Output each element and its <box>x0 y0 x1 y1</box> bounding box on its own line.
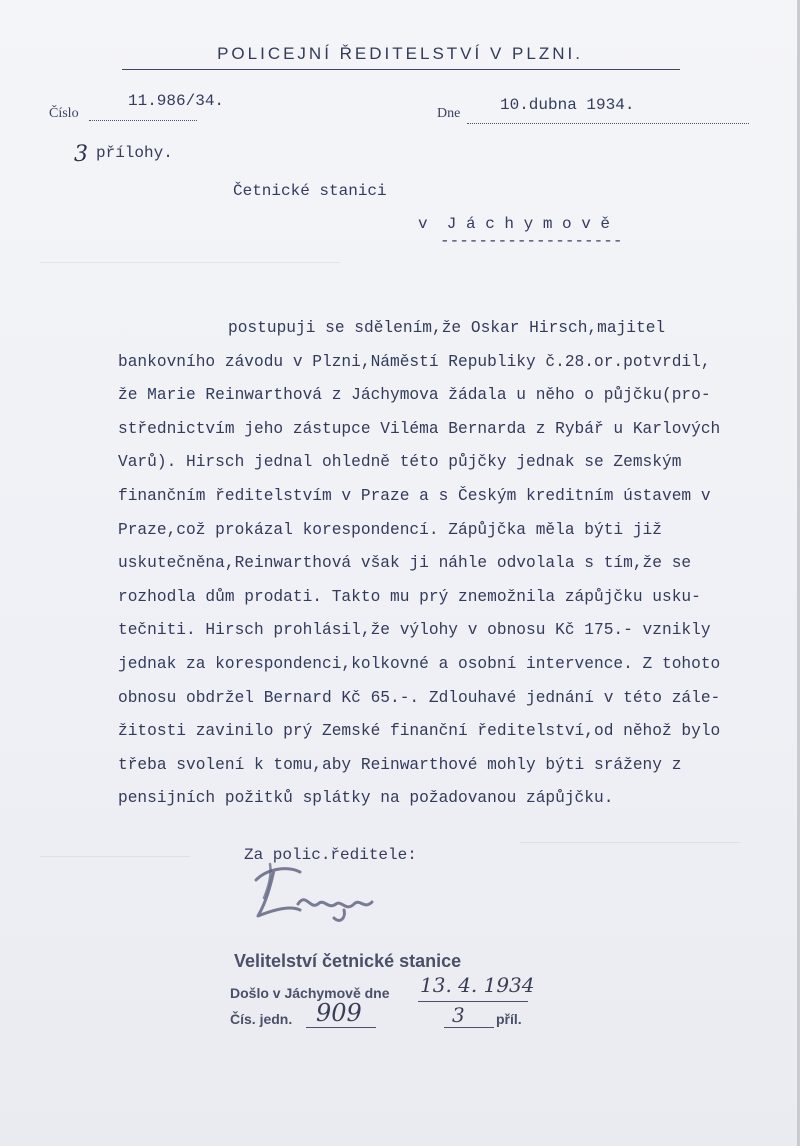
received-stamp <box>230 945 560 1040</box>
show-through-mark <box>40 262 340 263</box>
dne-dotted-line <box>467 123 749 124</box>
recipient-line-1: Četnické stanici <box>233 182 387 200</box>
letterhead-rule <box>122 69 680 70</box>
cislo-dotted-line <box>89 120 197 121</box>
dne-label: Dne <box>437 106 461 121</box>
signature-label: Za polic.ředitele: <box>244 846 417 864</box>
stamp-attachment-count: 3 <box>452 1003 465 1027</box>
stamp-number: 909 <box>316 999 362 1027</box>
body-line: žitosti zavinilo prý Zemské finanční ředitelství,od něhož bylo <box>118 722 721 741</box>
body-line: bankovního závodu v Plzni,Náměstí Republiky č.28.or.potvrdil, <box>118 352 711 371</box>
body-line: že Marie Reinwarthová z Jáchymova žádala u něho o půjčku(pro- <box>118 386 711 405</box>
stamp-number-label: Čís. jedn. <box>230 1011 293 1027</box>
body-line: rozhodla dům prodati. Takto mu prý znemožnila zápůjčku usku- <box>118 587 701 606</box>
stamp-date-line <box>418 1001 528 1002</box>
body-line: jednak za korespondenci,kolkovné a osobní intervence. Z tohoto <box>118 654 721 673</box>
recipient-underline: ------------------- <box>440 232 623 250</box>
cislo-label: Číslo <box>49 106 79 121</box>
body-line: uskutečněna,Reinwarthová však ji náhle odvolala s tím,že se <box>118 554 692 573</box>
document-date: 10.dubna 1934. <box>500 96 635 114</box>
body-line: tečniti. Hirsch prohlásil,že výlohy v obnosu Kč 175.- vznikly <box>118 621 711 640</box>
body-line: Praze,což prokázal korespondencí. Zápůjčka měla býti již <box>118 520 662 539</box>
body-line: finančním ředitelstvím v Praze a s Českým kreditním ústavem v <box>118 486 711 505</box>
body-line: třeba svolení k tomu,aby Reinwarthové mohly býti sráženy z <box>118 755 682 774</box>
body-line: postupuji se sdělením,že Oskar Hirsch,majitel <box>228 319 666 337</box>
recipient-line-2: v J á c h y m o v ě <box>418 215 611 233</box>
letter-body <box>118 312 788 816</box>
attachment-label: přílohy. <box>96 144 173 162</box>
stamp-received-date: 13. 4. 1934 <box>420 973 535 997</box>
reference-number: 11.986/34. <box>128 92 225 110</box>
show-through-mark <box>40 856 190 857</box>
body-line: pensijních požitků splátky na požadovanou zápůjčku. <box>118 789 614 808</box>
stamp-attachments-line <box>444 1027 494 1028</box>
stamp-title: Velitelství četnické stanice <box>234 951 462 971</box>
stamp-number-line <box>306 1027 376 1028</box>
body-line: Varů). Hirsch jednal ohledně této půjčky jednak se Zemským <box>118 453 682 472</box>
handwritten-signature <box>248 858 388 928</box>
letterhead-title: POLICEJNÍ ŘEDITELSTVÍ V PLZNI. <box>217 44 583 63</box>
show-through-mark <box>520 842 740 843</box>
body-line: střednictvím jeho zástupce Viléma Bernarda z Rybář u Karlových <box>118 419 721 438</box>
stamp-attachments-label: příl. <box>496 1011 522 1027</box>
attachment-count: 3 <box>74 142 88 167</box>
body-line: obnosu obdržel Bernard Kč 65.-. Zdlouhavé jednání v této zále- <box>118 688 721 707</box>
stamp-received-label: Došlo v Jáchymově dne <box>230 985 390 1001</box>
